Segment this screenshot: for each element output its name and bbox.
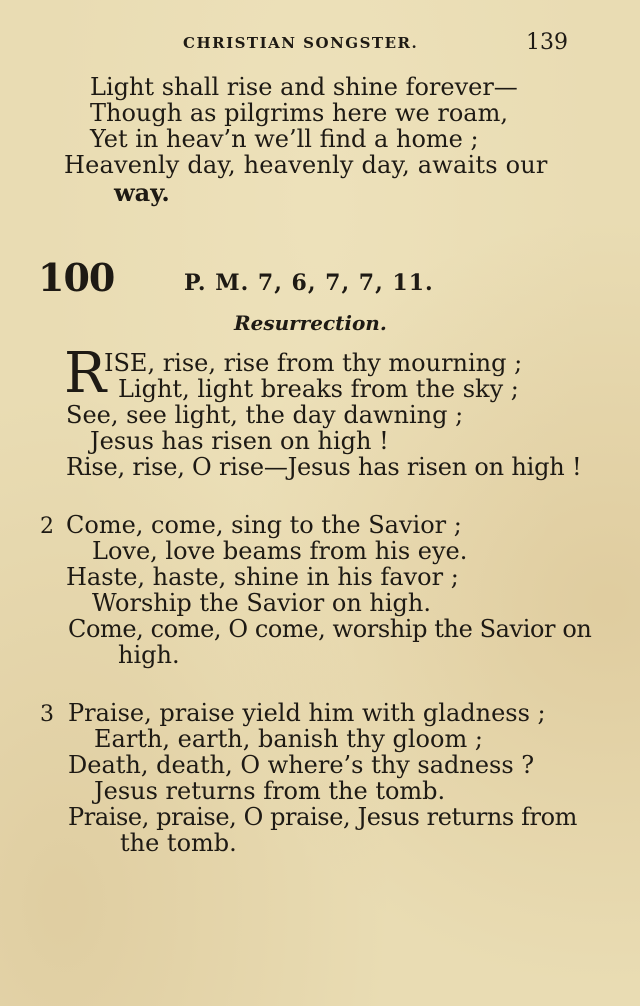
carryover-line-1: Light shall rise and shine forever—	[90, 73, 518, 101]
verse2-line-2: Love, love beams from his eye.	[92, 537, 468, 565]
verse2-line-3: Haste, haste, shine in his favor ;	[66, 563, 459, 591]
running-title: CHRISTIAN SONGSTER.	[183, 34, 419, 52]
carryover-line-5: way.	[114, 178, 170, 207]
verse3-line-1: Praise, praise yield him with gladness ;	[68, 699, 546, 727]
verse1-line-4: Jesus has risen on high !	[90, 427, 389, 455]
verse1-line-2: Light, light breaks from the sky ;	[118, 375, 519, 403]
verse1-line-3: See, see light, the day dawning ;	[66, 401, 464, 429]
verse3-line-6: the tomb.	[120, 829, 237, 857]
verse1-line-5: Rise, rise, O rise—Jesus has risen on high !	[66, 453, 582, 481]
hymn-meter: P. M. 7, 6, 7, 7, 11.	[184, 270, 434, 296]
verse2-line-1: Come, come, sing to the Savior ;	[66, 511, 462, 539]
verse3-line-5: Praise, praise, O praise, Jesus returns from	[68, 803, 578, 831]
verse2-line-4: Worship the Savior on high.	[92, 589, 431, 617]
verse1-line-1: ISE, rise, rise from thy mourning ;	[104, 349, 523, 377]
verse3-number: 3	[40, 702, 54, 727]
carryover-line-4: Heavenly day, heavenly day, awaits our	[64, 151, 548, 179]
verse3-line-4: Jesus returns from the tomb.	[94, 777, 446, 805]
drop-cap: R	[64, 341, 107, 406]
hymn-number: 100	[38, 255, 115, 300]
page-number: 139	[526, 30, 568, 55]
carryover-line-2: Though as pilgrims here we roam,	[90, 99, 508, 127]
verse3-line-2: Earth, earth, banish thy gloom ;	[94, 725, 483, 753]
verse3-line-3: Death, death, O where’s thy sadness ?	[68, 751, 535, 779]
verse2-number: 2	[40, 514, 54, 539]
hymn-title: Resurrection.	[234, 311, 387, 335]
verse2-line-6: high.	[118, 641, 180, 669]
verse2-line-5: Come, come, O come, worship the Savior on	[68, 615, 592, 643]
carryover-line-3: Yet in heav’n we’ll find a home ;	[90, 125, 479, 153]
